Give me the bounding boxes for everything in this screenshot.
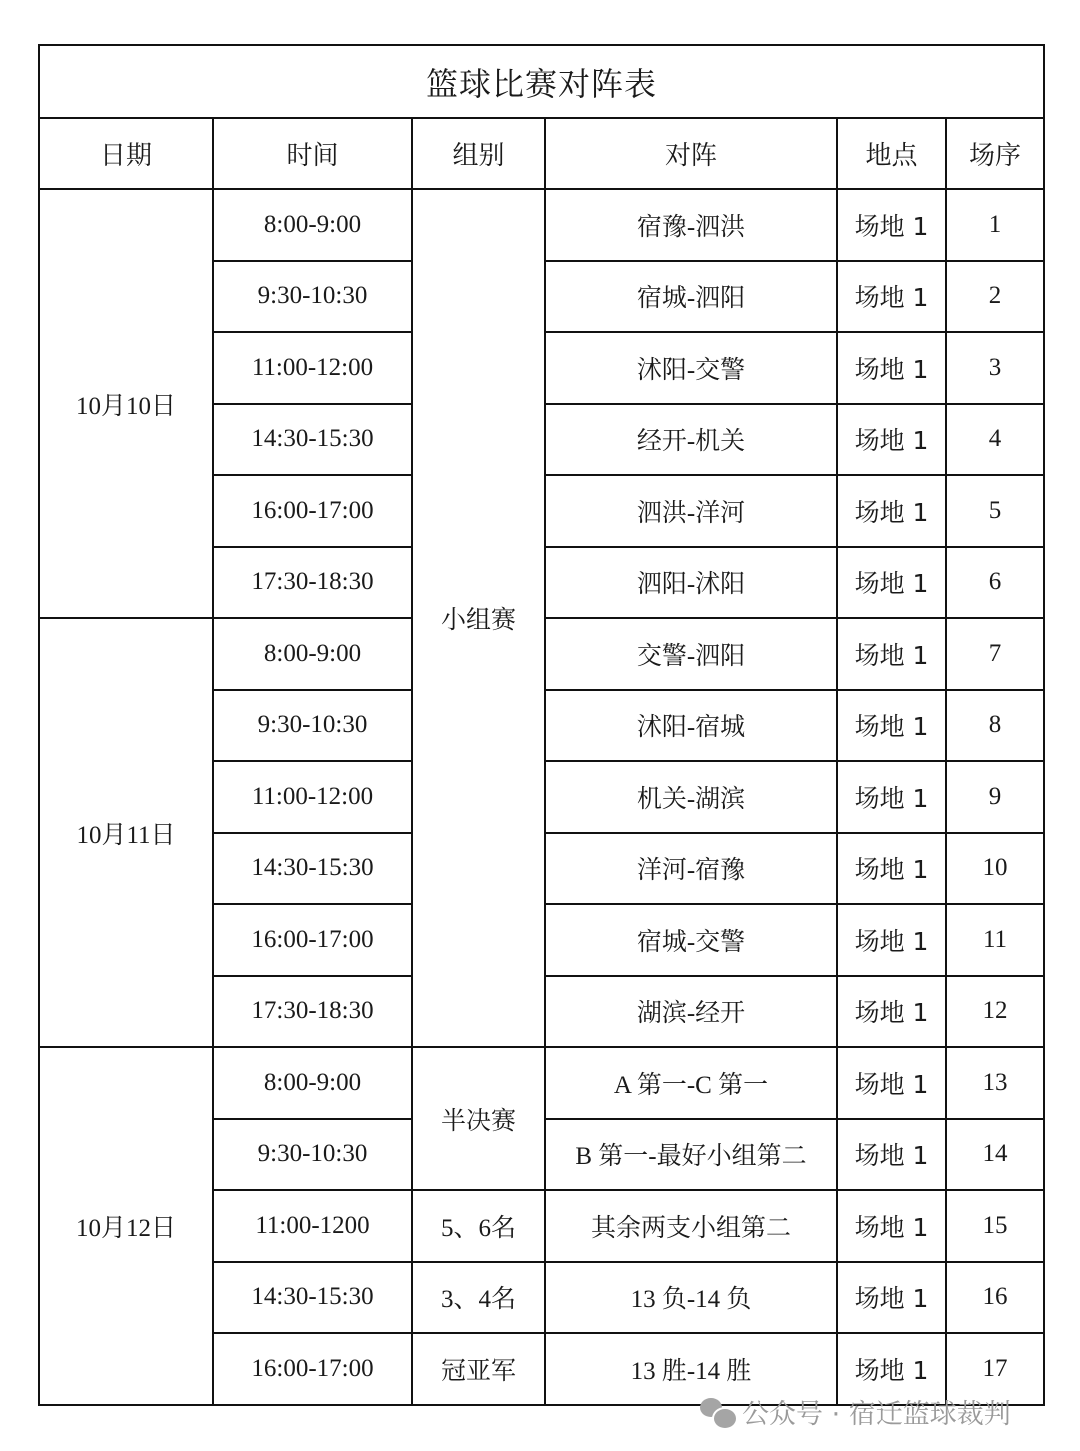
group-cell: 冠亚军 <box>412 1333 545 1405</box>
match-cell: 机关-湖滨 <box>545 761 837 833</box>
schedule-table <box>38 44 1045 1406</box>
header-order: 场序 <box>946 118 1044 189</box>
header-time: 时间 <box>213 118 412 189</box>
time-cell: 14:30-15:30 <box>213 1262 412 1334</box>
time-cell: 11:00-12:00 <box>213 761 412 833</box>
match-cell: 13 胜-14 胜 <box>545 1333 837 1405</box>
order-cell: 8 <box>946 690 1044 762</box>
venue-cell: 场地 1 <box>837 332 946 404</box>
time-cell: 8:00-9:00 <box>213 189 412 261</box>
time-cell: 11:00-12:00 <box>213 332 412 404</box>
match-cell: B 第一-最好小组第二 <box>545 1119 837 1191</box>
time-cell: 14:30-15:30 <box>213 404 412 476</box>
venue-cell: 场地 1 <box>837 475 946 547</box>
venue-cell: 场地 1 <box>837 976 946 1048</box>
time-cell: 14:30-15:30 <box>213 833 412 905</box>
match-cell: 13 负-14 负 <box>545 1262 837 1334</box>
header-venue: 地点 <box>837 118 946 189</box>
venue-cell: 场地 1 <box>837 189 946 261</box>
order-cell: 17 <box>946 1333 1044 1405</box>
match-cell: A 第一-C 第一 <box>545 1047 837 1119</box>
match-cell: 湖滨-经开 <box>545 976 837 1048</box>
wechat-icon <box>700 1398 734 1426</box>
order-cell: 16 <box>946 1262 1044 1334</box>
header-match: 对阵 <box>545 118 837 189</box>
venue-cell: 场地 1 <box>837 1119 946 1191</box>
order-cell: 4 <box>946 404 1044 476</box>
order-cell: 3 <box>946 332 1044 404</box>
time-cell: 9:30-10:30 <box>213 261 412 333</box>
venue-cell: 场地 1 <box>837 261 946 333</box>
venue-cell: 场地 1 <box>837 1047 946 1119</box>
match-cell: 宿城-泗阳 <box>545 261 837 333</box>
venue-cell: 场地 1 <box>837 618 946 690</box>
venue-cell: 场地 1 <box>837 1333 946 1405</box>
match-cell: 宿城-交警 <box>545 904 837 976</box>
match-cell: 其余两支小组第二 <box>545 1190 837 1262</box>
match-cell: 交警-泗阳 <box>545 618 837 690</box>
table-row <box>39 1047 1044 1119</box>
watermark <box>700 1392 1011 1431</box>
time-cell: 17:30-18:30 <box>213 976 412 1048</box>
time-cell: 16:00-17:00 <box>213 1333 412 1405</box>
time-cell: 17:30-18:30 <box>213 547 412 619</box>
group-cell: 5、6名 <box>412 1190 545 1262</box>
date-cell: 10月12日 <box>39 1047 213 1405</box>
match-cell: 泗阳-沭阳 <box>545 547 837 619</box>
order-cell: 5 <box>946 475 1044 547</box>
time-cell: 16:00-17:00 <box>213 475 412 547</box>
time-cell: 9:30-10:30 <box>213 690 412 762</box>
order-cell: 11 <box>946 904 1044 976</box>
order-cell: 12 <box>946 976 1044 1048</box>
time-cell: 9:30-10:30 <box>213 1119 412 1191</box>
venue-cell: 场地 1 <box>837 1190 946 1262</box>
date-cell: 10月11日 <box>39 618 213 1047</box>
order-cell: 2 <box>946 261 1044 333</box>
group-cell: 小组赛 <box>412 189 545 1047</box>
date-cell: 10月10日 <box>39 189 213 618</box>
table-title: 篮球比赛对阵表 <box>39 45 1044 118</box>
match-cell: 经开-机关 <box>545 404 837 476</box>
order-cell: 10 <box>946 833 1044 905</box>
time-cell: 11:00-1200 <box>213 1190 412 1262</box>
venue-cell: 场地 1 <box>837 404 946 476</box>
table-row <box>39 189 1044 261</box>
order-cell: 6 <box>946 547 1044 619</box>
table-body <box>39 189 1044 1405</box>
watermark-text: 公众号 · 宿迁篮球裁判 <box>742 1399 1011 1430</box>
time-cell: 8:00-9:00 <box>213 1047 412 1119</box>
time-cell: 8:00-9:00 <box>213 618 412 690</box>
group-cell: 3、4名 <box>412 1262 545 1334</box>
venue-cell: 场地 1 <box>837 547 946 619</box>
order-cell: 1 <box>946 189 1044 261</box>
match-cell: 洋河-宿豫 <box>545 833 837 905</box>
match-cell: 沭阳-宿城 <box>545 690 837 762</box>
venue-cell: 场地 1 <box>837 904 946 976</box>
order-cell: 7 <box>946 618 1044 690</box>
venue-cell: 场地 1 <box>837 690 946 762</box>
order-cell: 13 <box>946 1047 1044 1119</box>
match-cell: 泗洪-洋河 <box>545 475 837 547</box>
venue-cell: 场地 1 <box>837 1262 946 1334</box>
time-cell: 16:00-17:00 <box>213 904 412 976</box>
header-group: 组别 <box>412 118 545 189</box>
match-cell: 宿豫-泗洪 <box>545 189 837 261</box>
order-cell: 15 <box>946 1190 1044 1262</box>
order-cell: 9 <box>946 761 1044 833</box>
venue-cell: 场地 1 <box>837 833 946 905</box>
header-date: 日期 <box>39 118 213 189</box>
venue-cell: 场地 1 <box>837 761 946 833</box>
order-cell: 14 <box>946 1119 1044 1191</box>
group-cell: 半决赛 <box>412 1047 545 1190</box>
match-cell: 沭阳-交警 <box>545 332 837 404</box>
